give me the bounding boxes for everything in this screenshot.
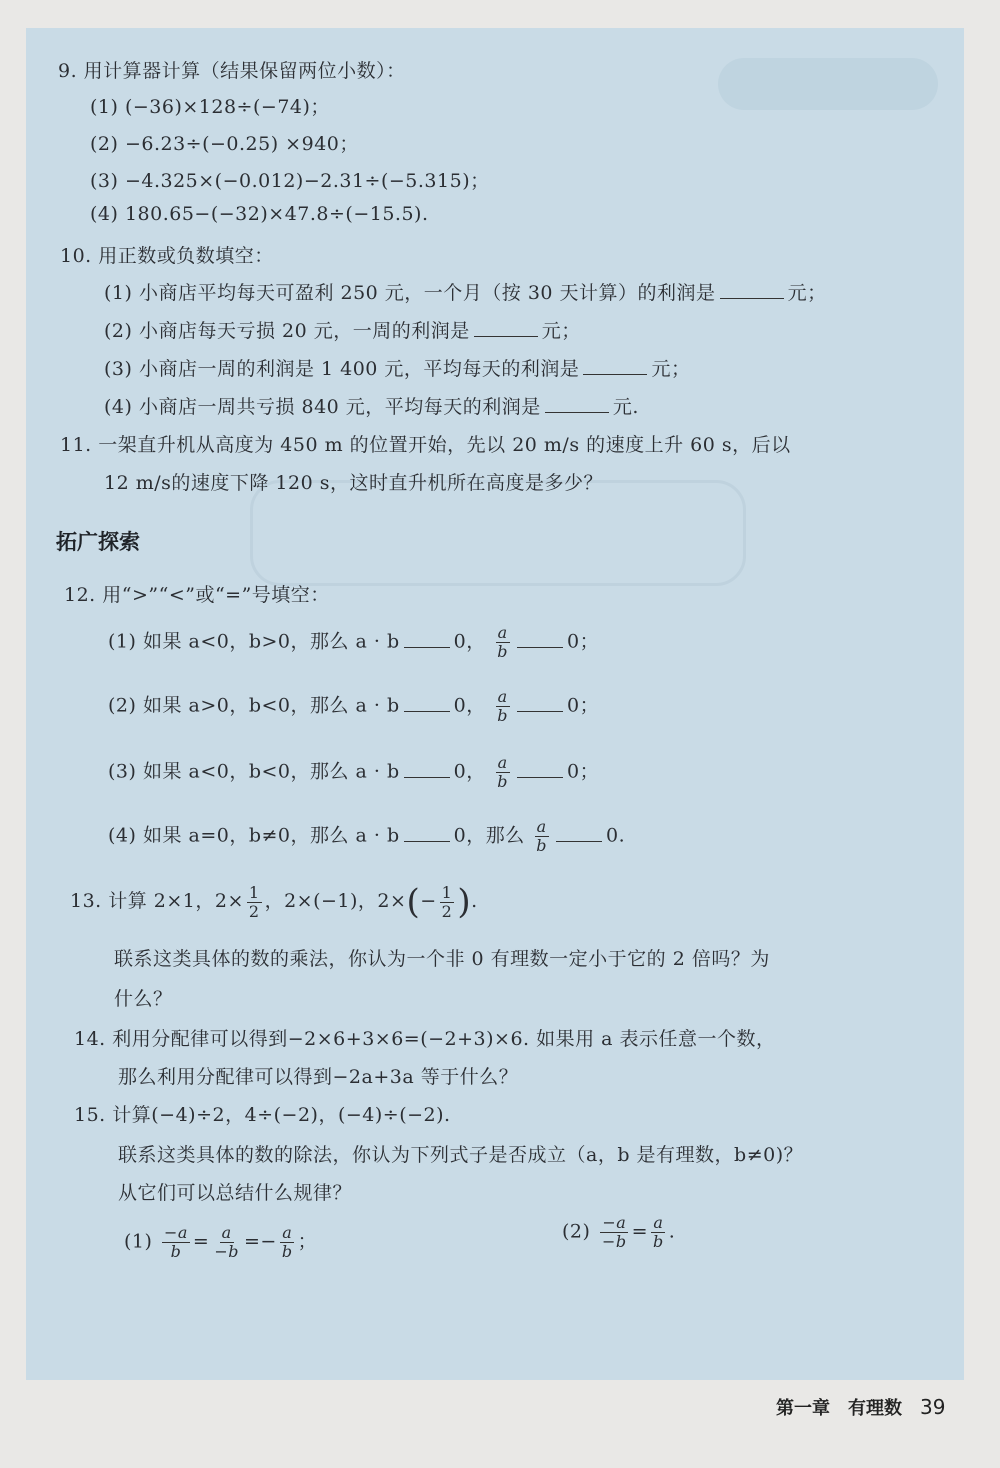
q15-formula-1: (1) $\frac{-a}{b}$ = $\frac{a}{-b}$ =− $\frac{a}{b}$ ； <box>124 1223 318 1261</box>
fraction-a-over-b: $\frac{a}{b}$ <box>497 623 509 661</box>
q9-title: 9. 用计算器计算（结果保留两位小数）： <box>58 60 406 82</box>
answer-blank[interactable] <box>404 823 450 842</box>
q13-line-3: 什么？ <box>114 988 173 1010</box>
fraction-a-over-b: $\frac{a}{b}$ <box>497 687 509 725</box>
answer-blank[interactable] <box>517 629 563 648</box>
q9-item-2: (2) −6.23÷(−0.25) ×940； <box>90 133 359 155</box>
answer-blank[interactable] <box>517 759 563 778</box>
q14-line-2: 那么利用分配律可以得到−2a+3a 等于什么？ <box>118 1066 519 1088</box>
q15-line-2: 联系这类具体的数的除法，你认为下列式子是否成立（a，b 是有理数，b≠0)？ <box>118 1144 804 1166</box>
q12-item-1: (1) 如果 a<0，b>0，那么 a · b 0， $\frac{a}{b}$ 0； <box>108 623 600 661</box>
q13-line-1: 13. 计算 2×1，2× $\frac{1}{2}$ ，2×(−1)，2×(− $\frac{1}{2}$ ). <box>70 882 478 922</box>
answer-blank[interactable] <box>404 759 450 778</box>
q10-title: 10. 用正数或负数填空： <box>60 245 274 267</box>
answer-blank[interactable] <box>545 394 609 413</box>
q10-item-2: (2) 小商店每天亏损 20 元，一周的利润是 元； <box>104 320 581 342</box>
answer-blank[interactable] <box>404 693 450 712</box>
q15-formula-2: (2) $\frac{-a}{-b}$ = $\frac{a}{b}$ . <box>562 1213 676 1251</box>
q11-line-2: 12 m/s的速度下降 120 s，这时直升机所在高度是多少？ <box>104 472 603 494</box>
fraction-one-half: $\frac{1}{2}$ <box>248 882 260 921</box>
q10-item-3: (3) 小商店一周的利润是 1 400 元，平均每天的利润是 元； <box>104 358 691 380</box>
q11-line-1: 11. 一架直升机从高度为 450 m 的位置开始，先以 20 m/s 的速度上升 60 s，后以 <box>60 434 791 456</box>
q12-item-2: (2) 如果 a>0，b<0，那么 a · b 0， $\frac{a}{b}$ 0； <box>108 687 600 725</box>
chapter-title: 第一章 有理数 <box>776 1398 902 1419</box>
q15-line-1: 15. 计算(−4)÷2，4÷(−2)，(−4)÷(−2). <box>74 1104 451 1126</box>
section-heading: 拓广探索 <box>56 530 140 554</box>
q9-item-3: (3) −4.325×(−0.012)−2.31÷(−5.315)； <box>90 170 490 192</box>
page-number: 39 <box>920 1395 946 1419</box>
q9-item-1: (1) (−36)×128÷(−74)； <box>90 96 330 118</box>
fraction-one-half: $\frac{1}{2}$ <box>441 882 453 921</box>
answer-blank[interactable] <box>404 629 450 648</box>
q10-item-1: (1) 小商店平均每天可盈利 250 元，一个月（按 30 天计算）的利润是 元； <box>104 282 827 304</box>
background-badge <box>718 58 938 110</box>
q9-item-4: (4) 180.65−(−32)×47.8÷(−15.5). <box>90 203 429 225</box>
q10-item-4: (4) 小商店一周共亏损 840 元，平均每天的利润是 元. <box>104 396 639 418</box>
q14-line-1: 14. 利用分配律可以得到−2×6+3×6=(−2+3)×6. 如果用 a 表示任意一个数， <box>74 1028 776 1050</box>
answer-blank[interactable] <box>720 280 784 299</box>
answer-blank[interactable] <box>474 318 538 337</box>
page-footer <box>776 1394 945 1420</box>
background-figure <box>250 480 746 586</box>
q12-item-4: (4) 如果 a=0，b≠0，那么 a · b 0，那么 $\frac{a}{b}$ 0. <box>108 817 626 855</box>
answer-blank[interactable] <box>583 356 647 375</box>
q15-line-3: 从它们可以总结什么规律？ <box>118 1182 353 1204</box>
answer-blank[interactable] <box>556 823 602 842</box>
answer-blank[interactable] <box>517 693 563 712</box>
q12-item-3: (3) 如果 a<0，b<0，那么 a · b 0， $\frac{a}{b}$ 0； <box>108 753 600 791</box>
q13-line-2: 联系这类具体的数的乘法，你认为一个非 0 有理数一定小于它的 2 倍吗？为 <box>114 948 770 970</box>
fraction-a-over-b: $\frac{a}{b}$ <box>536 817 548 855</box>
fraction-a-over-b: $\frac{a}{b}$ <box>497 753 509 791</box>
q12-title: 12. 用“>”“<”或“=”号填空： <box>64 584 330 606</box>
